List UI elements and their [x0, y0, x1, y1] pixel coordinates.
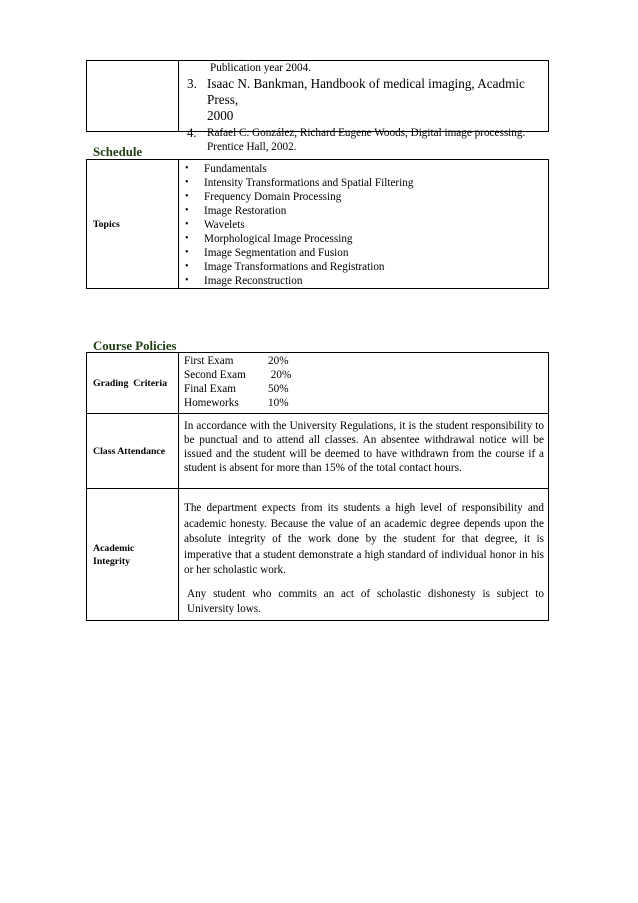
topic-item — [180, 260, 544, 274]
integrity-paragraph-2: Any student who commits an act of scholastic dishonesty is subject to University lows. — [187, 587, 544, 615]
topic-text: Image Reconstruction — [204, 275, 303, 287]
grading-component: Final Exam — [184, 383, 236, 395]
topic-item — [180, 162, 544, 176]
topic-text: Intensity Transformations and Spatial Filtering — [204, 177, 414, 189]
reference-line: Isaac N. Bankman, Handbook of medical imaging, Acadmic Press, — [207, 75, 525, 107]
integrity-row — [87, 488, 548, 620]
schedule-table — [86, 159, 549, 289]
policies-table — [86, 352, 549, 621]
topic-item — [180, 246, 544, 260]
attendance-value-cell — [179, 414, 548, 488]
grading-item — [184, 368, 544, 382]
reference-line: 2000 — [207, 107, 234, 123]
bullet-icon: • — [185, 177, 189, 188]
grading-component: Second Exam — [184, 369, 246, 381]
grading-weight: 20% — [268, 369, 292, 381]
topic-text: Image Restoration — [204, 205, 287, 217]
reference-item-3 — [184, 76, 544, 124]
reference-line: Rafael C. González, Richard Eugene Woods, Digital image processing. — [207, 126, 526, 139]
attendance-text: In accordance with the University Regulations, it is the student responsibility to be punctual and to attend all classes. An absentee withdrawal notice will be issued and the student will be deemed to have withdrawn from the course if a student is absent for more than 15% of the total contact hours. — [184, 420, 544, 474]
reference-line: Prentice Hall, 2002. — [207, 140, 297, 153]
bullet-icon: • — [185, 247, 189, 258]
reference-item-4 — [184, 126, 544, 154]
bullet-icon: • — [185, 261, 189, 272]
reference-number: 3. — [187, 75, 197, 91]
bullet-icon: • — [185, 191, 189, 202]
bullet-icon: • — [185, 219, 189, 230]
grading-weight: 50% — [268, 383, 289, 395]
topic-item — [180, 204, 544, 218]
topics-value-cell — [179, 160, 548, 288]
grading-item — [184, 382, 544, 396]
integrity-label-line: Academic — [93, 542, 135, 554]
grading-weight: 10% — [268, 397, 289, 409]
attendance-row — [87, 413, 548, 488]
topic-text: Image Segmentation and Fusion — [204, 247, 349, 259]
topic-text: Image Transformations and Registration — [204, 261, 385, 273]
grading-item — [184, 396, 544, 410]
grading-row — [87, 353, 548, 413]
bullet-icon: • — [185, 163, 189, 174]
schedule-heading: Schedule — [93, 145, 143, 159]
integrity-paragraph-1: The department expects from its students a high level of responsibility and academic honesty. Because the value of an academic degree depends upon the absolute integrity of the work done by the student for that degree, it is imperative that a student demonstrate a high standard of individual honor in his or her scholastic work. — [184, 502, 544, 576]
topics-row — [87, 160, 548, 288]
references-value-cell — [179, 61, 548, 153]
topic-item — [180, 218, 544, 232]
topic-item — [180, 274, 544, 288]
reference-text — [207, 126, 525, 154]
topic-item — [180, 190, 544, 204]
bullet-icon: • — [185, 233, 189, 244]
grading-component: First Exam — [184, 355, 234, 367]
grading-component: Homeworks — [184, 397, 239, 409]
topic-text: Wavelets — [204, 219, 245, 231]
integrity-label — [87, 489, 179, 620]
grading-weight: 20% — [268, 355, 289, 367]
attendance-label: Class Attendance — [87, 414, 179, 488]
integrity-value-cell — [179, 489, 548, 620]
bullet-icon: • — [185, 275, 189, 286]
topic-text: Frequency Domain Processing — [204, 191, 342, 203]
topic-text: Fundamentals — [204, 163, 267, 175]
topic-item — [180, 176, 544, 190]
reference-continuation: Publication year 2004. — [210, 62, 311, 74]
topics-list — [180, 162, 544, 288]
grading-list — [184, 354, 544, 410]
topic-item — [180, 232, 544, 246]
grading-value-cell — [179, 353, 548, 413]
topics-label: Topics — [87, 160, 179, 288]
reference-number: 4. — [187, 125, 197, 140]
references-label-cell — [87, 61, 179, 131]
grading-item — [184, 354, 544, 368]
course-policies-heading: Course Policies — [93, 339, 177, 353]
topic-text: Morphological Image Processing — [204, 233, 353, 245]
reference-text — [207, 76, 544, 124]
integrity-label-line: Integrity — [93, 555, 131, 567]
grading-label: Grading Criteria — [87, 353, 179, 413]
bullet-icon: • — [185, 205, 189, 216]
